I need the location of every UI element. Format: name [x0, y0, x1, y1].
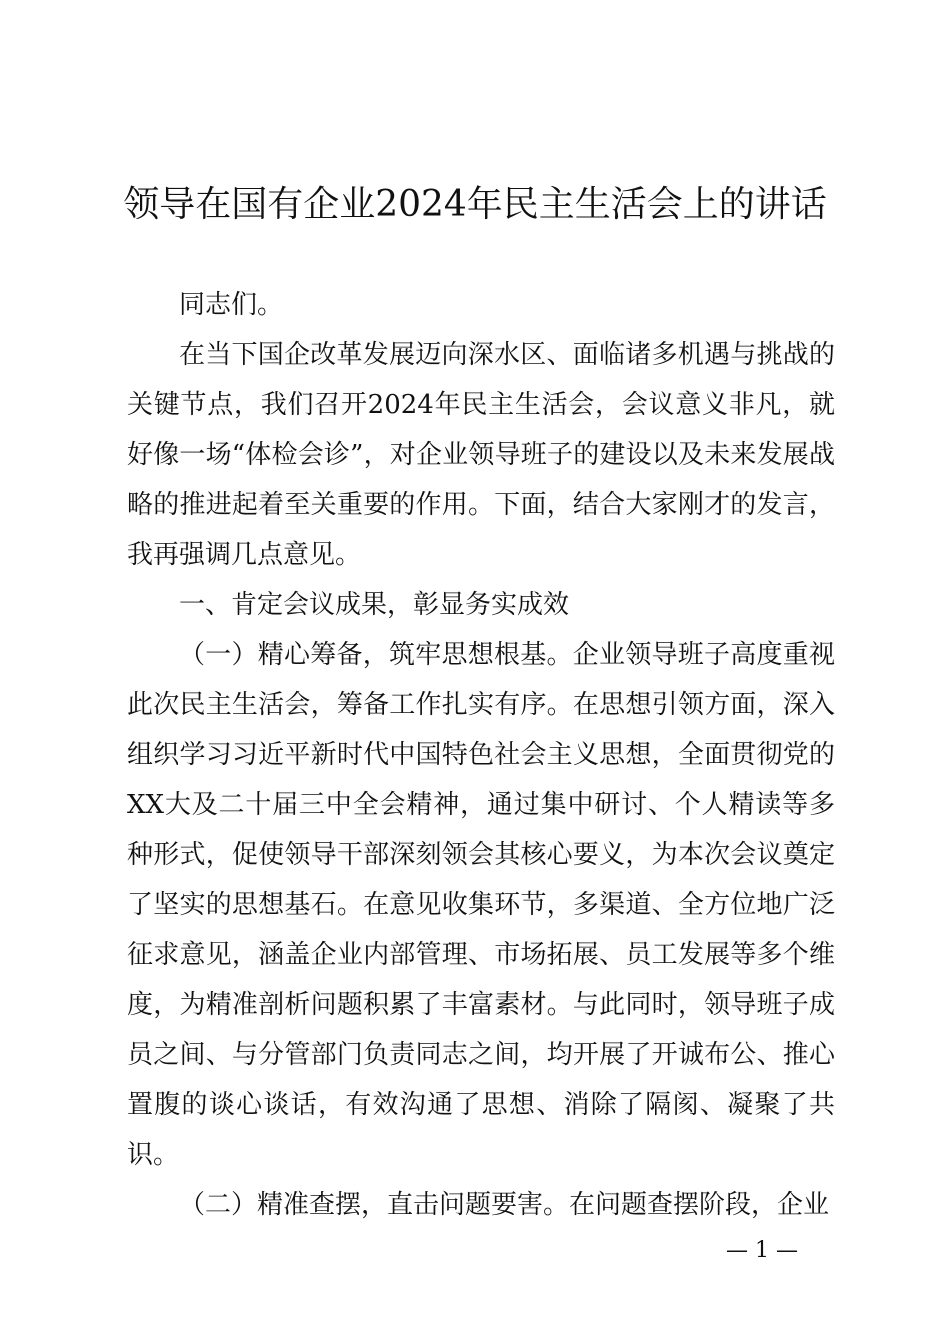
paragraph-section-1-2: （二）精准查摆，直击问题要害。在问题查摆阶段，企业 — [179, 1190, 830, 1220]
page-number: — 1 — — [726, 1238, 798, 1263]
paragraph-section-1-1: （一）精心筹备，筑牢思想根基。企业领导班子高度重视此次民主生活会，筹备工作扎实有序。在思想引领方面，深入组织学习习近平新时代中国特色社会主义思想，全面贯彻党的XX大及二十届三中全会精神，通过集中研讨、个人精读等多种形式，促使领导干部深刻领会其核心要义，为本次会议奠定了坚实的思想基石。在意见收集环节，多渠道、全方位地广泛征求意见，涵盖企业内部管理、市场拓展、员工发展等多个维度，为精准剖析问题积累了丰富素材。与此同时，领导班子成员之间、与分管部门负责同志之间，均开展了开诚布公、推心置腹的谈心谈话，有效沟通了思想、消除了隔阂、凝聚了共识。 — [127, 640, 835, 1170]
section-heading-1: 一、肯定会议成果，彰显务实成效 — [179, 590, 570, 620]
document-body — [127, 280, 835, 1230]
paragraph-intro: 在当下国企改革发展迈向深水区、面临诸多机遇与挑战的关键节点，我们召开2024年民主生活会，会议意义非凡，就好像一场“体检会诊”，对企业领导班子的建设以及未来发展战略的推进起着至关重要的作用。下面，结合大家刚才的发言，我再强调几点意见。 — [127, 340, 835, 570]
salutation: 同志们。 — [179, 290, 284, 320]
document-title: 领导在国有企业2024年民主生活会上的讲话 — [123, 184, 827, 225]
